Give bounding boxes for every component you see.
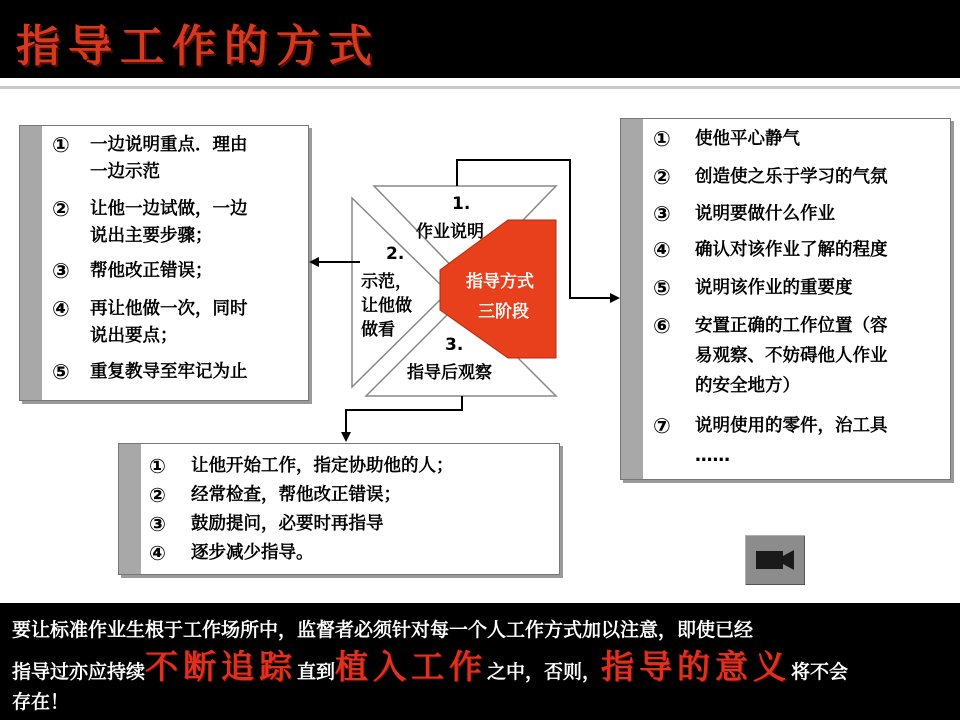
camera-glyph [745,535,805,585]
item-text: 让他开始工作，指定协助他的人； [191,456,454,476]
item-text: 说明该作业的重要度 [695,278,853,298]
item-number: ① [52,133,70,157]
page-title: 指导工作的方式 [16,21,380,72]
item-number: ④ [149,541,166,565]
item-text: 说出要点； [90,326,178,346]
item-number: ⑤ [653,276,671,300]
item-text: 重复教导至牢记为止 [90,362,248,382]
footer-text: 之中，否则， [487,661,602,683]
item-number: ② [149,483,166,507]
footer-banner [0,603,960,720]
stage-1-number: 1. [452,194,471,214]
camera-icon[interactable] [745,535,805,585]
item-text: 经常检查，帮他改正错误； [191,485,401,505]
item-number: ② [52,197,70,221]
item-number: ③ [653,202,671,226]
footer-highlight: 植入工作 [335,647,488,686]
footer-line-2 [12,645,848,689]
stage-2-line: 做看 [361,320,395,340]
center-label-line2: 三阶段 [478,302,529,322]
item-number: ③ [52,259,70,283]
item-number: ② [653,165,671,189]
item-text: 说明使用的零件，治工具 [695,416,888,436]
arrow-to-observation [346,396,462,440]
item-text: 说出主要步骤； [90,226,213,246]
footer-text: 指导过亦应持续 [12,661,146,683]
item-number: ⑦ [653,414,671,438]
item-number: ⑥ [653,314,671,338]
item-number: ⑤ [52,360,70,384]
item-text: 说明要做什么作业 [695,204,835,224]
stage-2-line: 示范， [361,272,412,292]
stage-1-label: 作业说明 [416,222,484,242]
item-text: 易观察、不妨碍他人作业 [695,346,888,366]
item-text: 使他平心静气 [695,129,800,149]
item-text: 再让他做一次，同时 [90,299,248,319]
item-text: …… [695,446,730,466]
item-text: 让他一边试做，一边 [90,199,248,219]
footer-line-1: 要让标准作业生根于工作场所中，监督者必须针对每一个人工作方式加以注意，即使已经 [12,619,754,641]
item-text: 逐步减少指导。 [191,543,314,563]
item-text: 的安全地方） [695,376,800,396]
item-number: ① [653,127,671,151]
stage-3-number: 3. [445,335,464,355]
item-text: 确认对该作业了解的程度 [695,240,888,260]
footer-text: 将不会 [791,661,849,683]
footer-line-3: 存在！ [12,691,70,713]
stage-2-number: 2. [386,244,405,264]
footer-highlight: 指导的意义 [601,647,792,686]
item-number: ④ [653,238,671,262]
item-text: 一边说明重点．理由 [90,135,248,155]
item-number: ④ [52,297,70,321]
item-number: ③ [149,512,166,536]
item-text: 安置正确的工作位置（容 [695,316,888,336]
stage-2-line: 让他做 [361,296,412,316]
item-text: 创造使之乐于学习的气氛 [695,167,888,187]
stage-2-label [361,270,412,342]
center-label-line1: 指导方式 [466,272,534,292]
item-text: 一边示范 [90,162,160,182]
footer-highlight: 不断追踪 [145,647,298,686]
stage-3-label: 指导后观察 [407,363,492,383]
item-number: ① [149,454,166,478]
footer-text: 直到 [297,661,336,683]
item-text: 帮他改正错误； [90,261,213,281]
item-text: 鼓励提问，必要时再指导 [191,514,384,534]
